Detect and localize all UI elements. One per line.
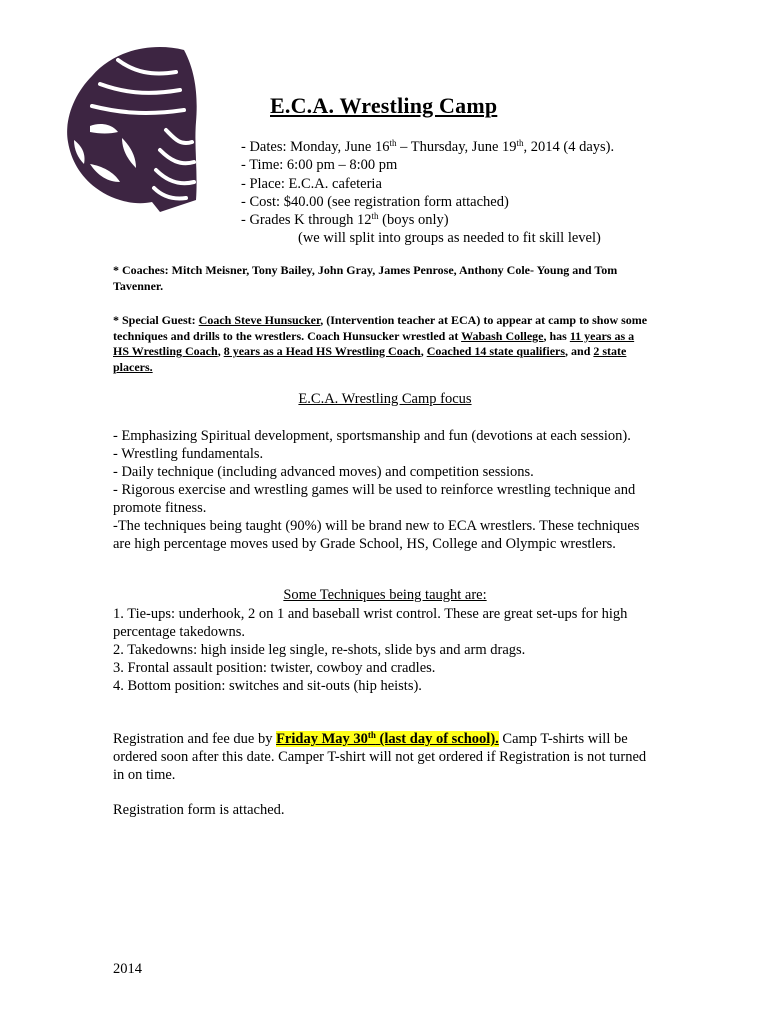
coaches-paragraph: * Coaches: Mitch Meisner, Tony Bailey, John Gray, James Penrose, Anthony Cole- Young and Tom Tavenner. xyxy=(113,263,618,293)
footer-year: 2014 xyxy=(113,961,142,977)
time-line: - Time: 6:00 pm – 8:00 pm xyxy=(241,157,398,174)
focus-item: - Daily technique (including advanced moves) and competition sessions. xyxy=(113,464,534,480)
technique-item: 4. Bottom position: switches and sit-outs (hip heists). xyxy=(113,678,422,694)
focus-item: - Wrestling fundamentals. xyxy=(113,446,264,462)
registration-paragraph: Registration and fee due by Friday May 30th (last day of school). Camp T-shirts will be ordered soon after this date. Camper T-shirt will not get ordered if Registration is not turned in on time. xyxy=(113,730,647,783)
place-line: - Place: E.C.A. cafeteria xyxy=(241,175,382,192)
focus-item: - Rigorous exercise and wrestling games will be used to reinforce wrestling technique and promote fitness. xyxy=(113,482,636,516)
cost-line: - Cost: $40.00 (see registration form attached) xyxy=(241,193,509,210)
focus-item: - Emphasizing Spiritual development, sportsmanship and fun (devotions at each session). xyxy=(113,428,631,444)
page-title: E.C.A. Wrestling Camp xyxy=(270,93,498,118)
dates-line: - Dates: Monday, June 16th – Thursday, June 19th, 2014 (4 days). xyxy=(241,138,615,155)
deadline-highlight: Friday May 30th (last day of school). xyxy=(276,730,499,747)
techniques-heading: Some Techniques being taught are: xyxy=(283,587,487,603)
technique-item: 3. Frontal assault position: twister, cowboy and cradles. xyxy=(113,660,436,676)
lion-head-logo xyxy=(56,42,204,212)
technique-item: 2. Takedowns: high inside leg single, re-shots, slide bys and arm drags. xyxy=(113,642,526,658)
camp-details xyxy=(241,138,614,248)
grades-line: - Grades K through 12th (boys only) xyxy=(241,211,449,229)
special-guest-paragraph: * Special Guest: Coach Steve Hunsucker, (Intervention teacher at ECA) to appear at camp to show some techniques and drills to the wrestlers. Coach Hunsucker wrestled at Wabash College, has 11 years as a HS Wrestling Coach, 8 years as a Head HS Wrestling Coach, Coached 14 state qualifiers, and 2 state placers. xyxy=(113,313,648,374)
technique-item: 1. Tie-ups: underhook, 2 on 1 and baseball wrist control. These are great set-ups for high percentage takedowns. xyxy=(113,606,628,640)
split-note: (we will split into groups as needed to fit skill level) xyxy=(298,230,601,247)
focus-heading: E.C.A. Wrestling Camp focus xyxy=(298,391,472,407)
focus-list xyxy=(113,427,658,553)
focus-item: -The techniques being taught (90%) will be brand new to ECA wrestlers. These techniques are high percentage moves used by Grade School, HS, College and Olympic wrestlers. xyxy=(113,518,640,552)
techniques-list xyxy=(113,605,658,695)
form-note: Registration form is attached. xyxy=(113,802,285,818)
